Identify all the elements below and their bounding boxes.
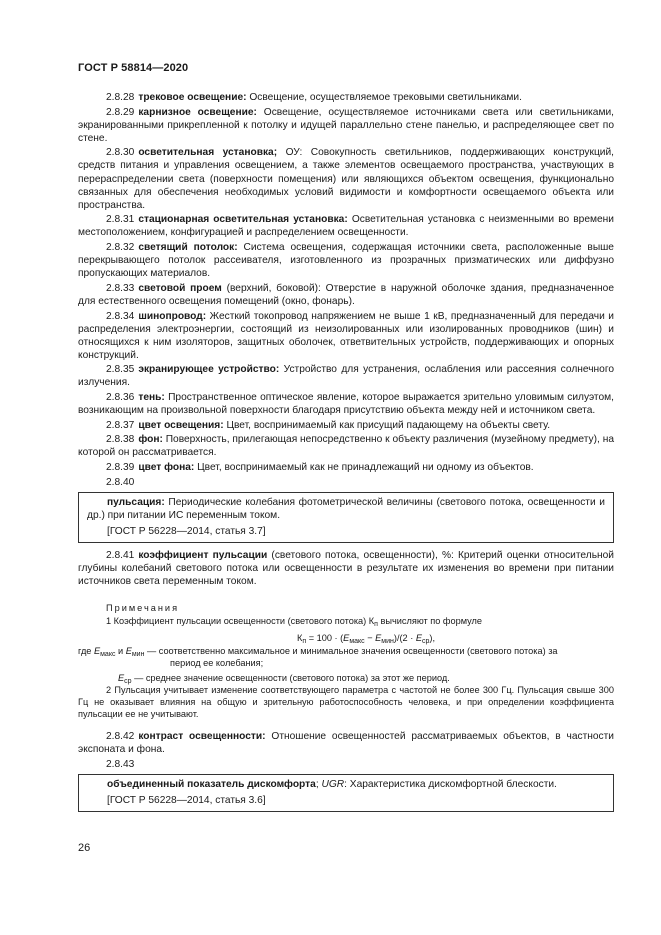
formula-part: Е: [343, 633, 350, 644]
subscript: ср: [421, 638, 430, 646]
clause-number: 2.8.37: [106, 419, 135, 431]
clause-number: 2.8.39: [106, 462, 135, 474]
clause-number: 2.8.34: [106, 310, 135, 322]
where-text: — среднее значение освещенности (светового потока) за этот же период.: [131, 673, 450, 684]
clause-number: 2.8.40: [106, 476, 135, 488]
term-definition: Жесткий токопровод напряжением не выше 1 кВ, предназначенный для передачи и распределения электроэнергии, состоящий из неизолированных или изолированных проводников (шин) и относящихся к ним изоляторов, защитных оболочек, ответвительных устройств, поддерживающих и опорных конструкций.: [78, 310, 614, 361]
term-name: объединенный показатель дискомфорта: [107, 779, 316, 791]
symbol: Е: [118, 673, 125, 684]
term-name: цвет освещения:: [138, 419, 224, 431]
term-2-8-38: [78, 433, 614, 459]
where-continuation: период ее колебания;: [170, 658, 264, 669]
formula-part: Е: [375, 633, 382, 644]
term-name: контраст освещенности:: [138, 731, 266, 743]
term-2-8-28: [78, 91, 614, 104]
subscript: мин: [131, 651, 145, 659]
term-2-8-42: [78, 730, 614, 756]
subscript: мин: [381, 638, 394, 646]
term-definition: Освещение, осуществляемое трековыми светильниками.: [246, 92, 522, 103]
page-header: ГОСТ Р 58814—2020: [78, 62, 189, 74]
clause-number: 2.8.43: [106, 758, 135, 770]
clause-number: 2.8.38: [106, 434, 135, 446]
term-2-8-43: [87, 778, 605, 791]
term-definition: Цвет, воспринимаемый как присущий падающему на объекты свету.: [223, 419, 551, 431]
symbol: Е: [125, 646, 132, 657]
clause-number: 2.8.36: [106, 392, 135, 404]
symbol: Е: [93, 646, 101, 657]
term-definition: Периодические колебания фотометрической величины (светового потока, освещенности и др.) при питании ИС переменным током.: [87, 496, 605, 521]
term-name: световой проем: [138, 282, 222, 294]
term-name: коэффициент пульсации: [138, 550, 268, 561]
clause-number: 2.8.35: [106, 364, 135, 376]
formula-where-2: [78, 672, 614, 684]
clause-number: 2.8.28: [106, 92, 135, 103]
note-text: вычисляют по формуле: [377, 616, 482, 627]
term-definition: Устройство для устранения, ослабления или рассеяния солнечного излучения.: [78, 364, 614, 389]
term-2-8-31: [78, 213, 614, 239]
term-definition: ОУ: Совокупность светильников, поддерживающих конструкций, средств питания и управления освещением, а также элементов освещаемого пространства, участвующих в перераспределении света (поверхности помещения) или являющихся объектом освещения, функционально связанных для обеспечения необходимых условий видимости и комфортности освещаемого объекта или пространства.: [78, 147, 614, 211]
term-definition: Цвет, воспринимаемый как не принадлежащий ни одному из объектов.: [194, 462, 534, 474]
clause-number: 2.8.33: [106, 282, 135, 294]
where-text: где: [78, 646, 94, 657]
term-2-8-33: [78, 282, 614, 308]
term-name: светящий потолок:: [138, 242, 238, 254]
term-name: шинопровод:: [138, 310, 207, 322]
term-name: трековое освещение:: [138, 92, 247, 103]
quoted-term-box: [78, 774, 614, 812]
content: [78, 91, 614, 818]
term-2-8-40: [87, 496, 605, 522]
term-name: осветительная установка;: [138, 147, 278, 159]
term-name: тень:: [138, 392, 165, 404]
where-text: и: [115, 646, 126, 657]
note-1: [78, 615, 614, 627]
term-definition: Поверхность, прилегающая непосредственно к объекту различения (музейному предмету), на которой он рассматривается.: [78, 434, 614, 459]
term-2-8-29: [78, 106, 614, 145]
clause-number: 2.8.32: [106, 242, 135, 254]
term-name: экранирующее устройство:: [138, 364, 280, 376]
term-2-8-37: [78, 419, 614, 432]
formula-part: )/(2 ·: [393, 633, 416, 644]
notes-title: Примечания: [106, 603, 180, 614]
subscript: ср: [124, 678, 132, 686]
formula-part: К: [296, 633, 303, 644]
page-number: 26: [78, 842, 91, 854]
formula-part: Е: [415, 633, 422, 644]
formula-where: [78, 645, 614, 657]
formula-part: ),: [429, 633, 436, 644]
term-name: стационарная осветительная установка:: [138, 214, 348, 226]
term-name: карнизное освещение:: [138, 106, 257, 118]
subscript: п: [374, 621, 378, 629]
term-name: цвет фона:: [138, 462, 195, 474]
term-2-8-41: [78, 549, 614, 588]
term-definition: Пространственное оптическое явление, которое выражается зрительно уловимым силуэтом, возникающим на произвольной поверхности благодаря присутствию объекта между ней и источником света.: [78, 392, 614, 417]
formula-part: = 100 · (: [306, 633, 344, 644]
clause-number: 2.8.30: [106, 147, 135, 159]
clause-number: 2.8.42: [106, 731, 135, 743]
term-definition: (светового потока, освещенности), %: Критерий оценки относительной глубины колебаний светового потока или освещенности в результате их изменения во времени при питании источников света переменным током.: [78, 550, 614, 588]
term-definition: (верхний, боковой): Отверстие в наружной оболочке здания, предназначенное для естественного освещения помещений (окно, фонарь).: [78, 282, 614, 307]
term-2-8-30: [78, 146, 614, 211]
quoted-term-box: [78, 492, 614, 543]
separator: ;: [315, 779, 322, 791]
clause-number: 2.8.29: [106, 106, 135, 118]
formula: [118, 632, 614, 644]
term-definition: Система освещения, содержащая источники света, расположенные выше перекрывающего потолок рассеивателя, изготовленного из прозрачных призматических или диффузно пропускающих материалов.: [78, 242, 614, 280]
term-2-8-36: [78, 391, 614, 417]
subscript: п: [302, 638, 307, 646]
term-abbreviation: UGR: [321, 779, 345, 791]
term-2-8-35: [78, 363, 614, 389]
source-reference: [ГОСТ Р 56228—2014, статья 3.7]: [107, 525, 266, 537]
term-2-8-32: [78, 241, 614, 280]
term-definition: Освещение, осуществляемое источниками света или светильниками, экранированными прикрепленной к потолку и идущей параллельно стене панелью, и распределяющее свет по стене.: [78, 106, 615, 144]
term-2-8-34: [78, 310, 614, 362]
clause-number: 2.8.41: [106, 550, 135, 561]
term-definition: : Характеристика дискомфортной блескости.: [344, 779, 557, 791]
term-2-8-39: [78, 461, 614, 474]
term-name: фон:: [138, 434, 163, 446]
formula-part: −: [364, 633, 376, 644]
term-definition: Осветительная установка с неизменными во времени местоположением, конфигурацией и распределением освещенности.: [78, 214, 614, 239]
where-text: — соответственно максимальное и минимальное значения освещенности (светового потока) за: [144, 646, 558, 657]
clause-number: 2.8.31: [106, 214, 135, 226]
subscript: макс: [349, 638, 365, 646]
source-reference: [ГОСТ Р 56228—2014, статья 3.6]: [107, 795, 266, 807]
note-text: 1 Коэффициент пульсации освещенности (светового потока) К: [106, 616, 375, 627]
notes-block: [78, 602, 614, 720]
term-name: пульсация:: [107, 496, 165, 508]
term-definition: Отношение освещенностей рассматриваемых объектов, в частности экспоната и фона.: [78, 731, 614, 756]
note-2: 2 Пульсация учитывает изменение соответствующего параметра с частотой не более 300 Гц. Пульсация свыше 300 Гц не оказывает влияния на общую и зрительную работоспособность человека, и при определении коэффициента пульсации ее не учитывают.: [78, 685, 614, 720]
subscript: макс: [100, 651, 116, 659]
